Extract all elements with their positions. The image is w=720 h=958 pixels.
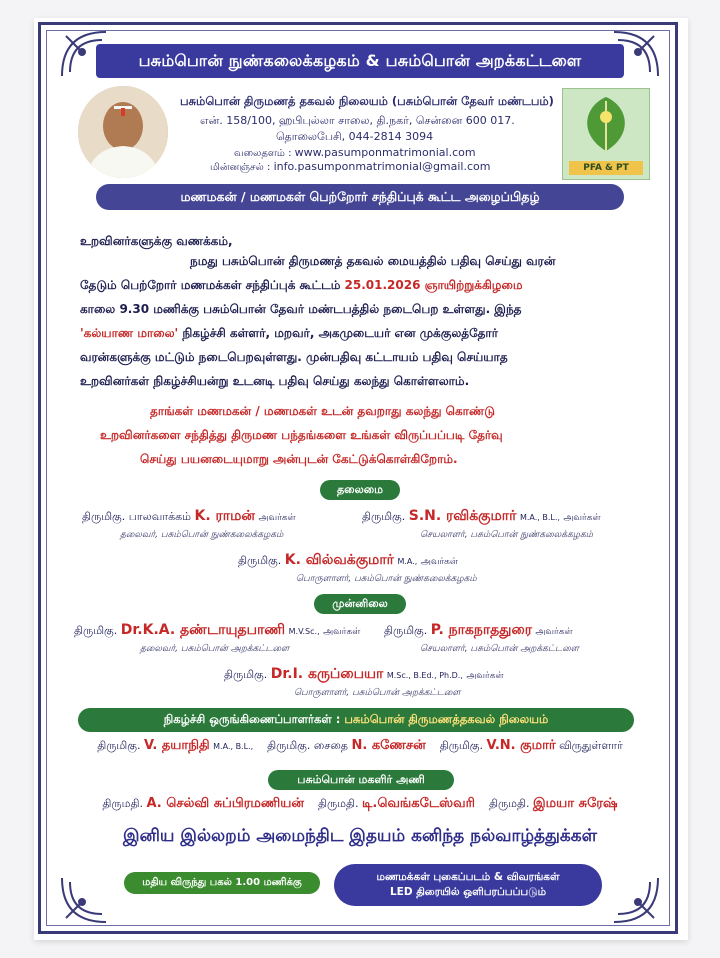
- presidency-2-honorific: அவர்கள்: [563, 513, 601, 523]
- presidency-2-prefix: திருமிகு.: [362, 510, 406, 523]
- body-line-6: உறவினர்கள் நிகழ்ச்சியன்று உடனடி பதிவு செய்து கலந்து கொள்ளலாம்.: [80, 374, 470, 388]
- presidency-label: தலைமை: [320, 480, 400, 500]
- event-name: 'கல்யாண மாலை': [80, 326, 179, 340]
- presidency-1-name: K. ராமன்: [194, 508, 255, 524]
- led-notice-line-1: மணமக்கள் புகைப்படம் & விவரங்கள்: [376, 871, 560, 883]
- leading-3-degree: M.Sc., B.Ed., Ph.D.,: [386, 671, 463, 680]
- header-banner: [96, 44, 624, 78]
- phone: தொலைபேசி, 044-2814 3094: [276, 130, 434, 143]
- womens-3-name: இமயா சுரேஷ்: [533, 796, 618, 811]
- organisation-logo: [562, 88, 650, 180]
- womens-wing-names: [60, 796, 660, 812]
- greeting: உறவினர்களுக்கு வணக்கம்,: [80, 234, 233, 248]
- presidency-1-honorific: அவர்கள்: [258, 513, 296, 523]
- leading-3-prefix: திருமிகு.: [224, 668, 268, 681]
- presidency-3-name: K. வில்வக்குமார்: [284, 552, 394, 568]
- body-line-4: நிகழ்ச்சி கள்ளர், மறவர், அகமுடையர் என முக்குலத்தோர்: [182, 326, 498, 340]
- led-notice-line-2: LED திரையில் ஒளிபரப்பப்படும்: [389, 886, 547, 898]
- email-label: மின்னஞ்சல் :: [210, 162, 271, 173]
- centre-name: பசும்பொன் திருமணத் தகவல் நிலையம் (பசும்பொன் தேவர் மண்டபம்): [180, 94, 554, 108]
- leading-label: முன்னிலை: [314, 594, 406, 614]
- womens-2-name: டி.வெங்கடேஸ்வரி: [362, 796, 475, 811]
- womens-1-name: A. செல்வி சுப்பிரமணியன்: [146, 796, 304, 811]
- body-line-2: தேடும் பெற்றோர் மணமக்கள் சந்திப்புக் கூட்டம்: [80, 278, 341, 292]
- presidency-3-prefix: திருமிகு.: [238, 554, 282, 567]
- lunch-notice: மதிய விருந்து பகல் 1.00 மணிக்கு: [124, 872, 320, 894]
- leading-2-role: செயலாளர், பசும்பொன் அறக்கட்டளை: [420, 644, 579, 654]
- presidency-3-honorific: அவர்கள்: [420, 557, 459, 567]
- presidency-3-role: பொருளாளர், பசும்பொன் நுண்கலைக்கழகம்: [296, 574, 477, 584]
- website-link[interactable]: www.pasumponmatrimonial.com: [294, 146, 476, 159]
- presidency-1-role: தலைவர், பசும்பொன் நுண்கலைக்கழகம்: [120, 530, 284, 540]
- womens-wing-label: பசும்பொன் மகளிர் அணி: [268, 770, 454, 790]
- leading-1-prefix: திருமிகு.: [74, 624, 118, 637]
- email-link[interactable]: info.pasumponmatrimonial@gmail.com: [273, 160, 491, 173]
- logo-label: PFA & PT: [569, 161, 643, 175]
- address: என். 158/100, ஹபிபுல்லா சாலை, தி.நகர், சென்னை 600 017.: [200, 114, 515, 127]
- leaf-logo-icon: [563, 89, 649, 161]
- invitation-title-bar: [96, 184, 624, 210]
- organisers-org: பசும்பொன் திருமணத்தகவல் நிலையம்: [344, 712, 549, 726]
- presidency-2-degree: M.A., B.L.,: [519, 513, 560, 522]
- portrait-image: [78, 86, 168, 178]
- leading-1-degree: M.V.Sc.,: [288, 627, 320, 636]
- leading-1-role: தலைவர், பசும்பொன் அறக்கட்டளை: [140, 644, 290, 654]
- body-line-5: வரன்களுக்கு மட்டும் நடைபெறவுள்ளது. முன்பதிவு கட்டாயம் பதிவு செய்யாத: [80, 350, 508, 364]
- request-line-1: தாங்கள் மணமகன் / மணமகள் உடன் தவறாது கலந்து கொண்டு: [150, 404, 495, 418]
- request-line-2: உறவினர்களை சந்தித்து திருமண பந்தங்களை உங்கள் விருப்பப்படி தேர்வு: [100, 428, 503, 442]
- event-date: 25.01.2026 ஞாயிற்றுக்கிழமை: [344, 278, 523, 292]
- leading-3-role: பொருளாளர், பசும்பொன் அறக்கட்டளை: [294, 688, 461, 698]
- leading-3-name: Dr.I. கருப்பையா: [270, 666, 384, 682]
- led-notice: [334, 864, 602, 906]
- body-line-3: காலை 9.30 மணிக்கு பசும்பொன் தேவர் மண்டபத்தில் நடைபெற உள்ளது. இந்த: [80, 302, 522, 316]
- womens-3-prefix: திருமதி.: [488, 797, 530, 810]
- presidency-2-role: செயலாளர், பசும்பொன் நுண்கலைக்கழகம்: [420, 530, 593, 540]
- wishes-heading: இனிய இல்லறம் அமைந்திட இதயம் கனிந்த நல்வாழ்த்துக்கள்: [123, 826, 597, 846]
- organiser-3-suffix: விருதுள்ளார்: [559, 739, 623, 752]
- leading-1-honorific: அவர்கள்: [323, 627, 361, 637]
- founder-portrait: [78, 86, 168, 178]
- organisers-names: [60, 738, 660, 754]
- body-line-1: நமது பசும்பொன் திருமணத் தகவல் மையத்தில் பதிவு செய்து வரன்: [190, 254, 556, 268]
- presidency-2-name: S.N. ரவிக்குமார்: [408, 508, 517, 524]
- website-label: வலைதளம் :: [234, 148, 292, 159]
- organiser-2-name: N. கணேசன்: [351, 738, 426, 753]
- organiser-2-prefix: திருமிகு. சைதை: [267, 739, 348, 752]
- organisers-bar: [78, 708, 634, 732]
- leading-2-honorific: அவர்கள்: [535, 627, 573, 637]
- organiser-1-name: V. தயாநிதி: [143, 738, 210, 753]
- header-title: பசும்பொன் நுண்கலைக்கழகம் & பசும்பொன் அறக்கட்டளை: [138, 50, 582, 70]
- request-line-3: செய்து பயனடையுமாறு அன்புடன் கேட்டுக்கொள்கிறோம்.: [140, 452, 458, 466]
- organiser-1-degree: M.A., B.L.,: [213, 742, 254, 751]
- leading-3-honorific: அவர்கள்: [466, 671, 504, 681]
- corner-ornament-bottom-left: [58, 874, 110, 926]
- womens-1-prefix: திருமதி.: [102, 797, 143, 810]
- organiser-3-prefix: திருமிகு.: [439, 739, 483, 752]
- corner-ornament-bottom-right: [610, 874, 662, 926]
- leading-2-name: P. நாகநாததுரை: [430, 622, 532, 638]
- presidency-3-degree: M.A.,: [397, 557, 418, 566]
- leading-1-name: Dr.K.A. தண்டாயுதபாணி: [120, 622, 286, 638]
- invitation-title: மணமகன் / மணமகள் பெற்றோர் சந்திப்புக் கூட்ட அழைப்பிதழ்: [180, 188, 540, 204]
- organiser-3-name: V.N. குமார்: [486, 738, 556, 753]
- leading-2-prefix: திருமிகு.: [384, 624, 428, 637]
- presidency-1-prefix: திருமிகு. பாலவாக்கம்: [82, 510, 192, 523]
- organiser-1-prefix: திருமிகு.: [97, 739, 141, 752]
- organisers-label: நிகழ்ச்சி ஒருங்கிணைப்பாளர்கள் :: [163, 712, 341, 726]
- womens-2-prefix: திருமதி.: [317, 797, 359, 810]
